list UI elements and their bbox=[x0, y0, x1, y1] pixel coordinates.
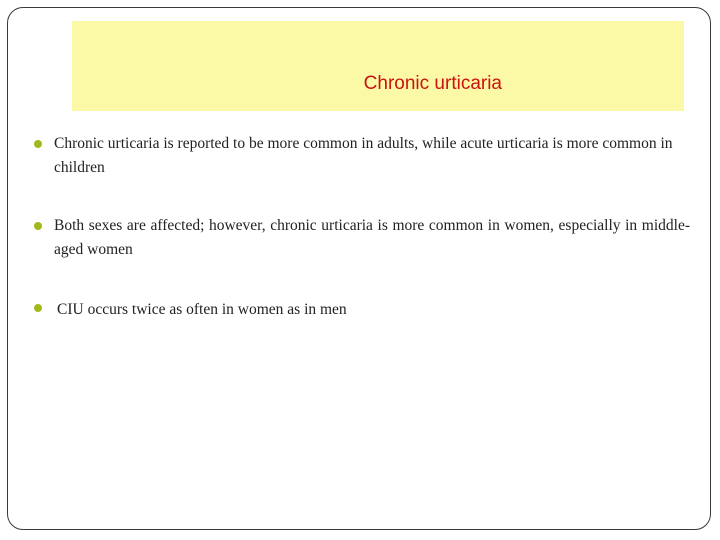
bullet-text: Chronic urticaria is reported to be more common in adults, while acute urticaria is more common in children bbox=[54, 135, 673, 176]
title-banner bbox=[72, 21, 684, 111]
bullet-dot-icon bbox=[34, 222, 42, 230]
slide-title: Chronic urticaria bbox=[363, 73, 502, 94]
bullet-dot-icon bbox=[34, 304, 42, 312]
bullet-text: CIU occurs twice as often in women as in men bbox=[57, 301, 347, 318]
bullet-dot-icon bbox=[34, 140, 42, 148]
bullet-text: Both sexes are affected; however, chronic urticaria is more common in women, especially in middle-aged women bbox=[54, 217, 690, 258]
